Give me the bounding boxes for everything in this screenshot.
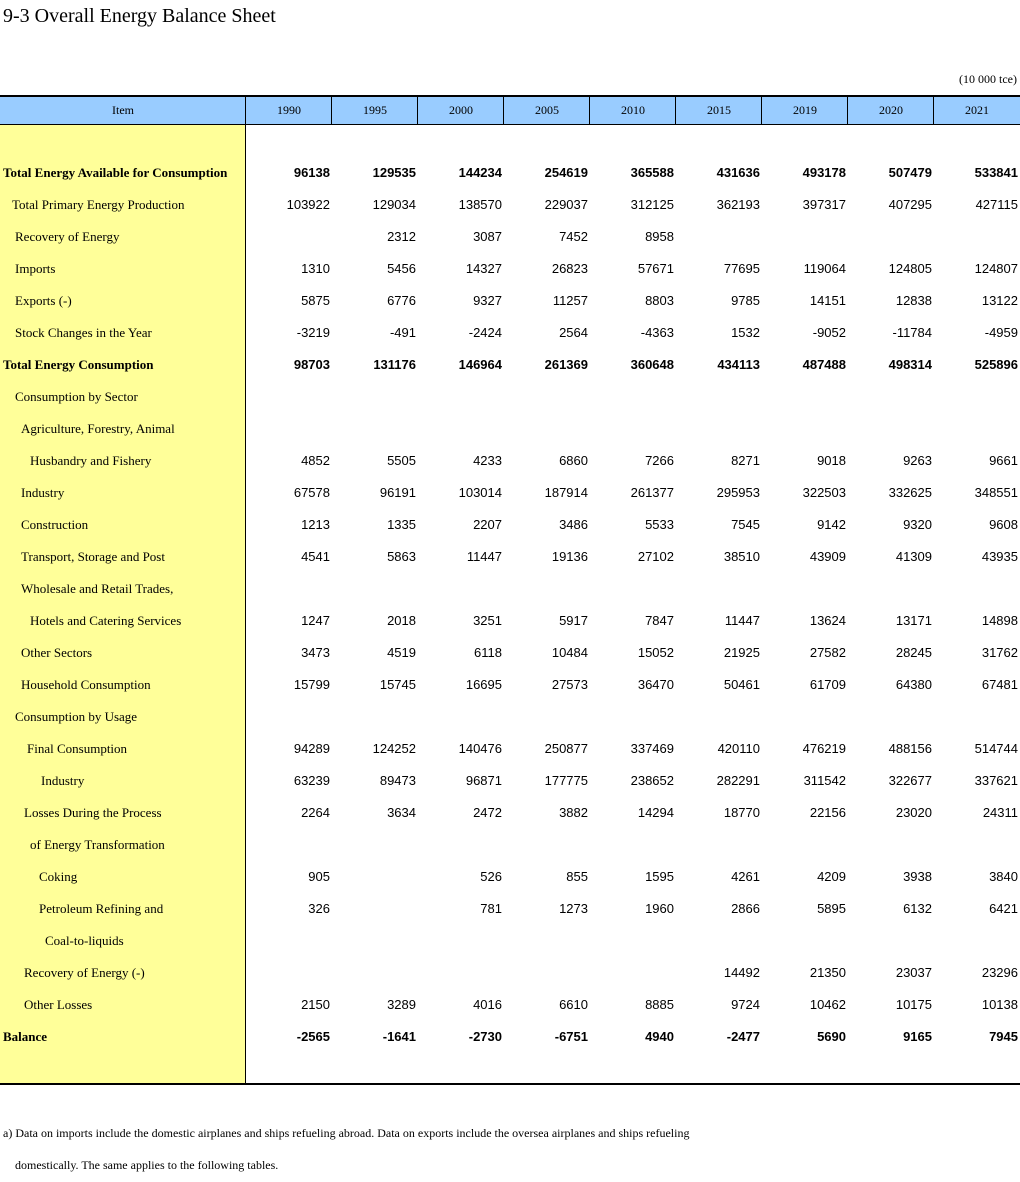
cell-2021: 525896 xyxy=(974,357,1018,372)
cell-2005: 5917 xyxy=(559,613,588,628)
cell-2010: 312125 xyxy=(630,197,674,212)
row-label: Total Energy Consumption xyxy=(3,357,154,372)
row-label: Recovery of Energy (-) xyxy=(24,965,145,980)
cell-2010: 238652 xyxy=(630,773,674,788)
table-row xyxy=(0,1021,1020,1053)
cell-2020: 124805 xyxy=(888,261,932,276)
cell-1990: 2150 xyxy=(301,997,330,1012)
table-header xyxy=(0,97,1020,124)
cell-2020: 3938 xyxy=(903,869,932,884)
row-label: Consumption by Sector xyxy=(15,389,138,404)
cell-2010: 365588 xyxy=(630,165,674,180)
cell-2010: 27102 xyxy=(637,549,674,564)
cell-1990: 94289 xyxy=(293,741,330,756)
cell-2021: 533841 xyxy=(974,165,1018,180)
cell-2021: 3840 xyxy=(989,869,1018,884)
table-row xyxy=(0,477,1020,509)
row-label: Balance xyxy=(3,1029,48,1044)
cell-2015: 9785 xyxy=(731,293,760,308)
row-label: Stock Changes in the Year xyxy=(15,325,152,340)
cell-2021: 6421 xyxy=(989,901,1018,916)
cell-2000: 14327 xyxy=(465,261,502,276)
cell-2020: 498314 xyxy=(888,357,932,372)
cell-2005: 11257 xyxy=(552,293,588,308)
table-row xyxy=(0,317,1020,349)
cell-1995: 2018 xyxy=(387,613,416,628)
cell-1990: 4852 xyxy=(301,453,330,468)
table-row xyxy=(0,509,1020,541)
header-year-2019: 2019 xyxy=(761,97,848,124)
cell-2010: 7266 xyxy=(645,453,674,468)
cell-1990: 5875 xyxy=(301,293,330,308)
cell-1990: 63239 xyxy=(293,773,330,788)
cell-2005: 27573 xyxy=(551,677,588,692)
cell-2000: 526 xyxy=(480,869,502,884)
cell-2005: 254619 xyxy=(544,165,588,180)
cell-2000: 103014 xyxy=(458,485,502,500)
header-bottom-border xyxy=(0,124,1020,125)
cell-2020: 407295 xyxy=(888,197,932,212)
table-row xyxy=(0,541,1020,573)
cell-1995: 4519 xyxy=(387,645,416,660)
cell-2000: -2424 xyxy=(468,325,502,340)
row-label: Losses During the Process xyxy=(24,805,162,820)
cell-2015: 38510 xyxy=(723,549,760,564)
cell-2019: 5690 xyxy=(817,1029,846,1044)
cell-2019: 5895 xyxy=(817,901,846,916)
cell-2010: 1960 xyxy=(645,901,674,916)
cell-2015: 14492 xyxy=(723,965,760,980)
table-row xyxy=(0,573,1020,605)
cell-2021: -4959 xyxy=(984,325,1018,340)
cell-1995: 3634 xyxy=(387,805,416,820)
cell-2019: 322503 xyxy=(802,485,846,500)
cell-2021: 9661 xyxy=(989,453,1018,468)
cell-2010: 15052 xyxy=(637,645,674,660)
unit-label: (10 000 tce) xyxy=(959,72,1017,86)
row-label: Imports xyxy=(15,261,56,276)
cell-1995: -491 xyxy=(389,325,416,340)
cell-2010: 8803 xyxy=(645,293,674,308)
header-year-2015: 2015 xyxy=(675,97,762,124)
cell-2000: 11447 xyxy=(466,549,502,564)
cell-2005: 187914 xyxy=(544,485,588,500)
row-label: Industry xyxy=(41,773,85,788)
header-year-2005: 2005 xyxy=(503,97,590,124)
cell-2015: 18770 xyxy=(723,805,760,820)
table-row xyxy=(0,157,1020,189)
cell-1990: 2264 xyxy=(301,805,330,820)
cell-2019: 9142 xyxy=(817,517,846,532)
cell-2005: 7452 xyxy=(559,229,588,244)
cell-2015: 295953 xyxy=(716,485,760,500)
cell-2005: 261369 xyxy=(544,357,588,372)
cell-2000: 144234 xyxy=(458,165,502,180)
cell-1990: 103922 xyxy=(286,197,330,212)
cell-1990: 4541 xyxy=(301,549,330,564)
cell-2019: 397317 xyxy=(802,197,846,212)
cell-2005: 3486 xyxy=(559,517,588,532)
cell-1995: 124252 xyxy=(372,741,416,756)
cell-2000: 3251 xyxy=(473,613,502,628)
cell-2019: 14151 xyxy=(809,293,846,308)
row-label: Exports (-) xyxy=(15,293,72,308)
cell-2015: 8271 xyxy=(731,453,760,468)
cell-2020: 9320 xyxy=(903,517,932,532)
cell-1995: 96191 xyxy=(379,485,416,500)
row-label: Construction xyxy=(21,517,89,532)
cell-2021: 514744 xyxy=(974,741,1018,756)
row-label: of Energy Transformation xyxy=(30,837,165,852)
cell-1995: 5456 xyxy=(387,261,416,276)
cell-2015: 2866 xyxy=(731,901,760,916)
table-row xyxy=(0,669,1020,701)
row-label: Coal-to-liquids xyxy=(45,933,124,948)
row-label: Total Primary Energy Production xyxy=(12,197,185,212)
table-row xyxy=(0,797,1020,829)
cell-1990: 15799 xyxy=(293,677,330,692)
cell-2000: 146964 xyxy=(458,357,502,372)
row-label: Other Sectors xyxy=(21,645,93,660)
cell-2020: 9263 xyxy=(903,453,932,468)
cell-1990: 1247 xyxy=(301,613,330,628)
cell-1990: 3473 xyxy=(301,645,330,660)
cell-2019: 27582 xyxy=(809,645,846,660)
cell-2021: 9608 xyxy=(989,517,1018,532)
footnote-line-1: a) Data on imports include the domestic airplanes and ships refueling abroad. Data on exports include the oversea airplanes and ships refueling xyxy=(3,1126,690,1140)
cell-1995: 3289 xyxy=(387,997,416,1012)
cell-2020: 23037 xyxy=(895,965,932,980)
cell-2000: 2472 xyxy=(473,805,502,820)
cell-1995: 5863 xyxy=(387,549,416,564)
cell-2000: 9327 xyxy=(473,293,502,308)
cell-2015: -2477 xyxy=(726,1029,760,1044)
cell-2005: -6751 xyxy=(554,1029,588,1044)
cell-2015: 282291 xyxy=(716,773,760,788)
cell-2021: 31762 xyxy=(981,645,1018,660)
cell-2005: 19136 xyxy=(551,549,588,564)
cell-2019: -9052 xyxy=(812,325,846,340)
cell-2019: 10462 xyxy=(809,997,846,1012)
cell-2000: 96871 xyxy=(465,773,502,788)
cell-2010: 360648 xyxy=(630,357,674,372)
row-label: Agriculture, Forestry, Animal xyxy=(21,421,175,436)
cell-2010: 337469 xyxy=(630,741,674,756)
cell-2000: 138570 xyxy=(458,197,502,212)
row-label: Recovery of Energy xyxy=(15,229,120,244)
cell-2021: 7945 xyxy=(989,1029,1018,1044)
cell-2019: 61709 xyxy=(809,677,846,692)
row-label: Husbandry and Fishery xyxy=(30,453,152,468)
cell-1990: -2565 xyxy=(296,1029,330,1044)
cell-2000: 16695 xyxy=(465,677,502,692)
cell-2020: 507479 xyxy=(888,165,932,180)
header-year-2000: 2000 xyxy=(417,97,504,124)
cell-2010: 1595 xyxy=(645,869,674,884)
table-row xyxy=(0,765,1020,797)
cell-2010: 8885 xyxy=(645,997,674,1012)
cell-1990: 1213 xyxy=(301,517,330,532)
cell-1995: 2312 xyxy=(387,229,416,244)
row-label: Wholesale and Retail Trades, xyxy=(21,581,174,596)
cell-2000: 6118 xyxy=(474,645,502,660)
table-row xyxy=(0,221,1020,253)
cell-2020: 28245 xyxy=(895,645,932,660)
cell-2020: 322677 xyxy=(888,773,932,788)
cell-2000: 781 xyxy=(480,901,502,916)
header-year-1995: 1995 xyxy=(331,97,418,124)
cell-1995: 1335 xyxy=(387,517,416,532)
row-label: Final Consumption xyxy=(27,741,128,756)
cell-2005: 2564 xyxy=(559,325,588,340)
cell-2020: 64380 xyxy=(895,677,932,692)
cell-2020: 41309 xyxy=(895,549,932,564)
cell-2019: 476219 xyxy=(802,741,846,756)
cell-2000: 4233 xyxy=(473,453,502,468)
cell-2015: 11447 xyxy=(724,613,760,628)
cell-1990: -3219 xyxy=(296,325,330,340)
row-label: Petroleum Refining and xyxy=(39,901,164,916)
row-label: Hotels and Catering Services xyxy=(30,613,182,628)
row-label: Total Energy Available for Consumption xyxy=(3,165,228,180)
table-row xyxy=(0,605,1020,637)
table-body xyxy=(0,157,1020,1053)
table-row xyxy=(0,381,1020,413)
table-bottom-border xyxy=(0,1083,1020,1085)
cell-2005: 1273 xyxy=(559,901,588,916)
table-row xyxy=(0,285,1020,317)
cell-2020: 10175 xyxy=(895,997,932,1012)
cell-2005: 10484 xyxy=(551,645,588,660)
cell-2019: 43909 xyxy=(809,549,846,564)
cell-2000: -2730 xyxy=(468,1029,502,1044)
table-row xyxy=(0,957,1020,989)
cell-2010: 5533 xyxy=(645,517,674,532)
cell-2015: 77695 xyxy=(723,261,760,276)
cell-2019: 9018 xyxy=(817,453,846,468)
cell-1990: 326 xyxy=(308,901,330,916)
cell-2005: 3882 xyxy=(559,805,588,820)
cell-2021: 348551 xyxy=(974,485,1018,500)
cell-2021: 24311 xyxy=(982,805,1018,820)
cell-2020: 488156 xyxy=(888,741,932,756)
table-row xyxy=(0,989,1020,1021)
cell-2021: 124807 xyxy=(974,261,1018,276)
page-title: 9-3 Overall Energy Balance Sheet xyxy=(3,5,276,27)
cell-1990: 98703 xyxy=(293,357,330,372)
cell-2020: 13171 xyxy=(895,613,932,628)
cell-1990: 96138 xyxy=(293,165,330,180)
cell-2015: 1532 xyxy=(731,325,760,340)
header-year-2021: 2021 xyxy=(933,97,1020,124)
table-row xyxy=(0,829,1020,861)
cell-2019: 22156 xyxy=(809,805,846,820)
cell-2021: 67481 xyxy=(981,677,1018,692)
table-row xyxy=(0,189,1020,221)
cell-2021: 10138 xyxy=(981,997,1018,1012)
cell-2020: 23020 xyxy=(895,805,932,820)
cell-2015: 7545 xyxy=(731,517,760,532)
cell-2019: 119064 xyxy=(803,261,846,276)
table-row xyxy=(0,637,1020,669)
cell-2019: 487488 xyxy=(802,357,846,372)
cell-2000: 4016 xyxy=(473,997,502,1012)
cell-2019: 21350 xyxy=(809,965,846,980)
cell-2021: 13122 xyxy=(981,293,1018,308)
table-row xyxy=(0,861,1020,893)
cell-1995: 131176 xyxy=(373,357,416,372)
cell-1995: 89473 xyxy=(379,773,416,788)
cell-2020: 12838 xyxy=(895,293,932,308)
table-row xyxy=(0,733,1020,765)
cell-2019: 13624 xyxy=(809,613,846,628)
cell-2000: 3087 xyxy=(473,229,502,244)
cell-2005: 6610 xyxy=(559,997,588,1012)
header-year-2020: 2020 xyxy=(847,97,934,124)
header-year-1990: 1990 xyxy=(245,97,332,124)
header-item: Item xyxy=(0,97,246,124)
row-label: Coking xyxy=(39,869,78,884)
cell-2000: 2207 xyxy=(473,517,502,532)
cell-1990: 1310 xyxy=(301,261,330,276)
table-row xyxy=(0,253,1020,285)
cell-1995: 6776 xyxy=(387,293,416,308)
cell-1995: 15745 xyxy=(379,677,416,692)
footnote-line-2: domestically. The same applies to the following tables. xyxy=(15,1158,279,1172)
table-row xyxy=(0,701,1020,733)
cell-2010: 7847 xyxy=(645,613,674,628)
cell-2000: 140476 xyxy=(458,741,502,756)
cell-2015: 21925 xyxy=(723,645,760,660)
cell-2005: 6860 xyxy=(559,453,588,468)
cell-2021: 427115 xyxy=(975,197,1018,212)
cell-1995: 5505 xyxy=(387,453,416,468)
header-year-2010: 2010 xyxy=(589,97,676,124)
cell-2005: 177775 xyxy=(544,773,588,788)
cell-2015: 50461 xyxy=(723,677,760,692)
cell-2005: 855 xyxy=(566,869,588,884)
cell-2015: 362193 xyxy=(716,197,760,212)
cell-2005: 26823 xyxy=(551,261,588,276)
cell-2015: 434113 xyxy=(717,357,760,372)
table-row xyxy=(0,349,1020,381)
table-row xyxy=(0,445,1020,477)
cell-2019: 493178 xyxy=(802,165,846,180)
cell-2021: 14898 xyxy=(981,613,1018,628)
cell-2019: 4209 xyxy=(817,869,846,884)
cell-2010: 261377 xyxy=(630,485,674,500)
cell-2005: 250877 xyxy=(544,741,588,756)
cell-1995: 129535 xyxy=(372,165,416,180)
cell-1995: -1641 xyxy=(382,1029,416,1044)
table-row xyxy=(0,893,1020,925)
cell-2015: 431636 xyxy=(716,165,760,180)
cell-1990: 905 xyxy=(308,869,330,884)
cell-1995: 129034 xyxy=(372,197,416,212)
cell-2020: 9165 xyxy=(903,1029,932,1044)
cell-2010: -4363 xyxy=(640,325,674,340)
cell-2015: 4261 xyxy=(731,869,760,884)
cell-2015: 9724 xyxy=(731,997,760,1012)
row-label: Industry xyxy=(21,485,65,500)
cell-2010: 57671 xyxy=(637,261,674,276)
row-label: Household Consumption xyxy=(21,677,151,692)
cell-2020: -11784 xyxy=(892,325,932,340)
cell-2010: 14294 xyxy=(637,805,674,820)
table-row xyxy=(0,413,1020,445)
row-label: Consumption by Usage xyxy=(15,709,138,724)
row-label: Other Losses xyxy=(24,997,93,1012)
cell-2010: 8958 xyxy=(645,229,674,244)
cell-2021: 337621 xyxy=(974,773,1018,788)
cell-2015: 420110 xyxy=(717,741,760,756)
cell-2010: 4940 xyxy=(645,1029,674,1044)
cell-2010: 36470 xyxy=(637,677,674,692)
cell-2021: 23296 xyxy=(981,965,1018,980)
cell-2020: 332625 xyxy=(888,485,932,500)
cell-1990: 67578 xyxy=(293,485,330,500)
cell-2019: 311542 xyxy=(803,773,846,788)
cell-2021: 43935 xyxy=(981,549,1018,564)
table-row xyxy=(0,925,1020,957)
cell-2005: 229037 xyxy=(544,197,588,212)
row-label: Transport, Storage and Post xyxy=(21,549,165,564)
cell-2020: 6132 xyxy=(903,901,932,916)
